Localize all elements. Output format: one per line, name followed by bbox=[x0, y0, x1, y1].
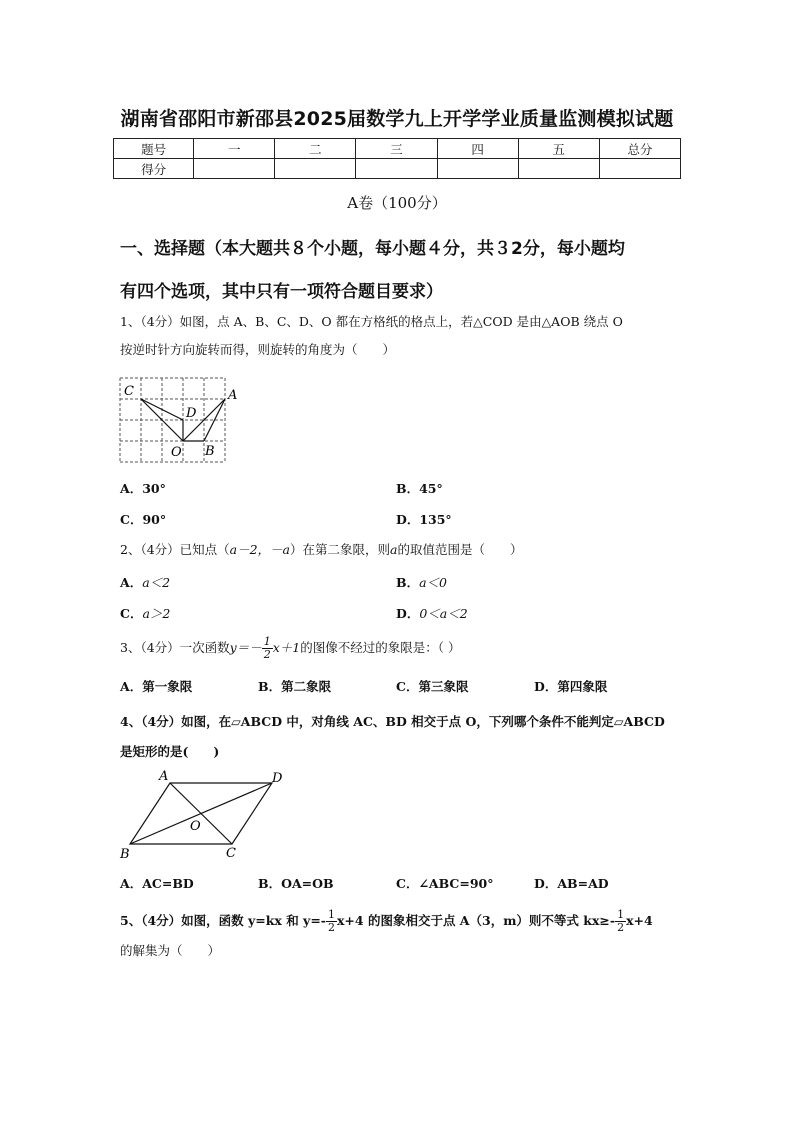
question-4-option-d[interactable]: D．AB=AD bbox=[534, 876, 609, 891]
section-heading: A卷（100分） bbox=[347, 194, 447, 212]
option-letter: A． bbox=[120, 575, 143, 590]
option-expression: a＞2 bbox=[142, 606, 171, 621]
question-5 bbox=[120, 904, 680, 964]
part-heading-line1: 一、选择题（本大题共８个小题，每小题４分，共３2分，每小题均 bbox=[120, 239, 625, 259]
question-4-parallelogram-figure bbox=[112, 766, 292, 864]
point-label-d: D bbox=[186, 406, 197, 421]
question-5-line2: 的解集为（ ） bbox=[120, 943, 221, 958]
score-header-cell: 二 bbox=[275, 139, 356, 159]
fraction-numerator: 1 bbox=[263, 635, 271, 648]
score-header-cell: 五 bbox=[518, 139, 599, 159]
option-letter: D． bbox=[396, 606, 420, 621]
question-1-option-a[interactable]: A．30° bbox=[120, 481, 166, 496]
fraction bbox=[615, 909, 626, 934]
option-letter: B． bbox=[396, 575, 420, 590]
fraction-denominator: 2 bbox=[263, 648, 271, 661]
fraction-numerator: 1 bbox=[617, 908, 625, 921]
option-letter: C． bbox=[120, 606, 143, 621]
score-table-header-row bbox=[114, 139, 681, 159]
fraction bbox=[262, 636, 273, 661]
score-input-cell[interactable] bbox=[518, 159, 599, 179]
question-5-mid: x+4 的图象相交于点 A（3，m）则不等式 kx≥- bbox=[336, 913, 616, 928]
point-label-a: A bbox=[159, 769, 169, 784]
score-input-cell[interactable] bbox=[275, 159, 356, 179]
page-title: 湖南省邵阳市新邵县2025届数学九上开学学业质量监测模拟试题 bbox=[120, 108, 674, 130]
question-3-option-c[interactable]: C．第三象限 bbox=[396, 679, 469, 694]
question-1-option-c[interactable]: C．90° bbox=[120, 512, 167, 527]
question-3-prefix: 3、（4分）一次函数 bbox=[120, 640, 230, 655]
question-2-option-c[interactable] bbox=[120, 604, 170, 622]
point-label-c: C bbox=[226, 846, 236, 861]
score-header-cell: 一 bbox=[194, 139, 275, 159]
score-header-cell: 四 bbox=[437, 139, 518, 159]
question-2-option-a[interactable] bbox=[120, 573, 170, 591]
question-1-grid-figure bbox=[114, 372, 238, 466]
question-3-option-d[interactable]: D．第四象限 bbox=[534, 679, 608, 694]
point-label-o: O bbox=[171, 445, 182, 460]
point-label-b: B bbox=[205, 444, 215, 459]
question-2-option-b[interactable] bbox=[396, 573, 447, 591]
question-2-point: a－2，－a bbox=[229, 542, 291, 557]
score-header-cell: 题号 bbox=[114, 139, 194, 159]
question-3 bbox=[120, 632, 680, 664]
question-5-line1 bbox=[120, 904, 680, 938]
question-2-suffix: 的取值范围是（ ） bbox=[397, 542, 523, 557]
fraction-denominator: 2 bbox=[327, 921, 335, 934]
option-expression: 0＜a＜2 bbox=[419, 606, 468, 621]
score-row-label: 得分 bbox=[114, 159, 194, 179]
question-3-option-a[interactable]: A．第一象限 bbox=[120, 679, 193, 694]
score-input-cell[interactable] bbox=[194, 159, 275, 179]
question-2-option-d[interactable] bbox=[396, 604, 468, 622]
option-expression: a＜2 bbox=[142, 575, 171, 590]
score-table bbox=[113, 138, 681, 179]
question-1-line1: 1、（4分）如图，点 A、B、C、D、O 都在方格纸的格点上，若△COD 是由△AOB 绕点 O bbox=[120, 314, 623, 329]
question-2-middle: ）在第二象限，则 bbox=[290, 542, 391, 557]
question-4-option-c[interactable]: C．∠ABC=90° bbox=[396, 876, 494, 891]
question-1-option-b[interactable]: B．45° bbox=[396, 481, 443, 496]
question-1-line2: 按逆时针方向旋转而得，则旋转的角度为（ ） bbox=[120, 342, 396, 357]
question-2-prefix: 2、（4分）已知点（ bbox=[120, 542, 230, 557]
question-3-rhs: x＋1 bbox=[272, 640, 301, 655]
score-header-cell: 三 bbox=[356, 139, 437, 159]
fraction-numerator: 1 bbox=[327, 908, 335, 921]
point-label-a: A bbox=[228, 388, 238, 403]
option-expression: a＜0 bbox=[419, 575, 447, 590]
score-header-cell: 总分 bbox=[599, 139, 680, 159]
question-2-var: a bbox=[390, 542, 398, 557]
score-input-cell[interactable] bbox=[356, 159, 437, 179]
question-3-lhs: y＝－ bbox=[229, 640, 262, 655]
point-label-b: B bbox=[120, 847, 130, 862]
fraction bbox=[326, 909, 337, 934]
question-4-line1: 4、（4分）如图，在▱ABCD 中，对角线 AC、BD 相交于点 O，下列哪个条件不能判定▱ABCD bbox=[120, 714, 665, 729]
parallelogram-lines bbox=[130, 783, 272, 844]
question-1 bbox=[120, 312, 680, 360]
score-input-cell[interactable] bbox=[437, 159, 518, 179]
score-table-score-row bbox=[114, 159, 681, 179]
question-5-prefix: 5、（4分）如图，函数 y=kx 和 y=- bbox=[120, 913, 326, 928]
question-2 bbox=[120, 540, 680, 560]
part-heading bbox=[120, 228, 680, 314]
question-4-option-a[interactable]: A．AC=BD bbox=[120, 876, 194, 891]
question-3-suffix: 的图像不经过的象限是：（ ） bbox=[300, 640, 461, 655]
score-input-cell[interactable] bbox=[599, 159, 680, 179]
point-label-o: O bbox=[190, 819, 201, 834]
part-heading-line2: 有四个选项，其中只有一项符合题目要求） bbox=[120, 282, 443, 302]
question-4-option-b[interactable]: B．OA=OB bbox=[258, 876, 334, 891]
question-1-option-d[interactable]: D．135° bbox=[396, 512, 452, 527]
question-4-line2: 是矩形的是( ) bbox=[120, 744, 220, 759]
point-label-d: D bbox=[272, 771, 283, 786]
point-label-c: C bbox=[124, 384, 134, 399]
question-3-option-b[interactable]: B．第二象限 bbox=[258, 679, 332, 694]
question-4 bbox=[120, 707, 680, 767]
fraction-denominator: 2 bbox=[617, 921, 625, 934]
question-5-suffix: x+4 bbox=[626, 913, 653, 928]
